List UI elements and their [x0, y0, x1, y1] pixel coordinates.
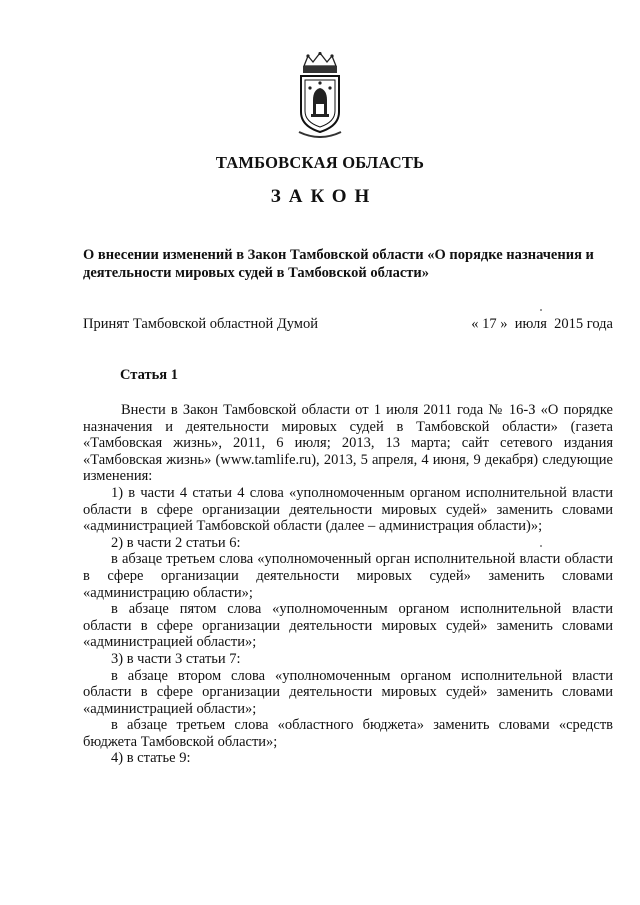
article-heading: Статья 1 — [120, 367, 178, 383]
law-title: ЗАКОН — [270, 186, 378, 207]
coat-of-arms-emblem — [295, 52, 345, 138]
paragraph: 2) в части 2 статьи 6: — [111, 534, 241, 551]
law-subject: О внесении изменений в Закон Тамбовской области «О порядке назначения и деятельности мировых судей в Тамбовской области» — [83, 247, 594, 281]
paragraph: 3) в части 3 статьи 7: — [111, 650, 241, 667]
article-body — [83, 402, 613, 767]
paragraph: 4) в статье 9: — [111, 750, 191, 767]
paragraph: в абзаце третьем слова «областного бюджета» заменить словами «средств бюджета Тамбовской области»; — [83, 717, 613, 750]
paragraph: в абзаце пятом слова «уполномоченным органом исполнительной власти области в сфере организации деятельности мировых судей» заменить словами «администрацией области»; — [83, 601, 613, 651]
paragraph: в абзаце третьем слова «уполномоченный орган исполнительной власти области в сфере организации деятельности мировых судей» заменить словами «администрацию области»; — [83, 551, 613, 601]
adopted-by: Принят Тамбовской областной Думой — [83, 316, 318, 332]
region-title: ТАМБОВСКАЯ ОБЛАСТЬ — [215, 153, 425, 172]
scan-speck — [540, 545, 542, 547]
paragraph: 1) в части 4 статьи 4 слова «уполномоченным органом исполнительной власти области в сфере организации деятельности мировых судей» заменить словами «администрацией Тамбовской области (далее – администрация области)»; — [83, 484, 613, 535]
adopted-date: « 17 » июля 2015 года — [471, 316, 613, 332]
paragraph: Внести в Закон Тамбовской области от 1 июля 2011 года № 16-З «О порядке назначения и деятельности мировых судей в Тамбовской области» (газета «Тамбовская жизнь», 2011, 6 июля; 2013, 13 марта; сайт сетевого издания «Тамбовская жизнь» (www.tamlife.ru), 2013, 5 апреля, 4 июня, 9 декабря) следующие изменения: — [83, 402, 613, 485]
scan-speck — [540, 309, 542, 311]
paragraph: в абзаце втором слова «уполномоченным органом исполнительной власти области в сфере организации деятельности мировых судей» заменить словами «администрацией области»; — [83, 667, 613, 717]
